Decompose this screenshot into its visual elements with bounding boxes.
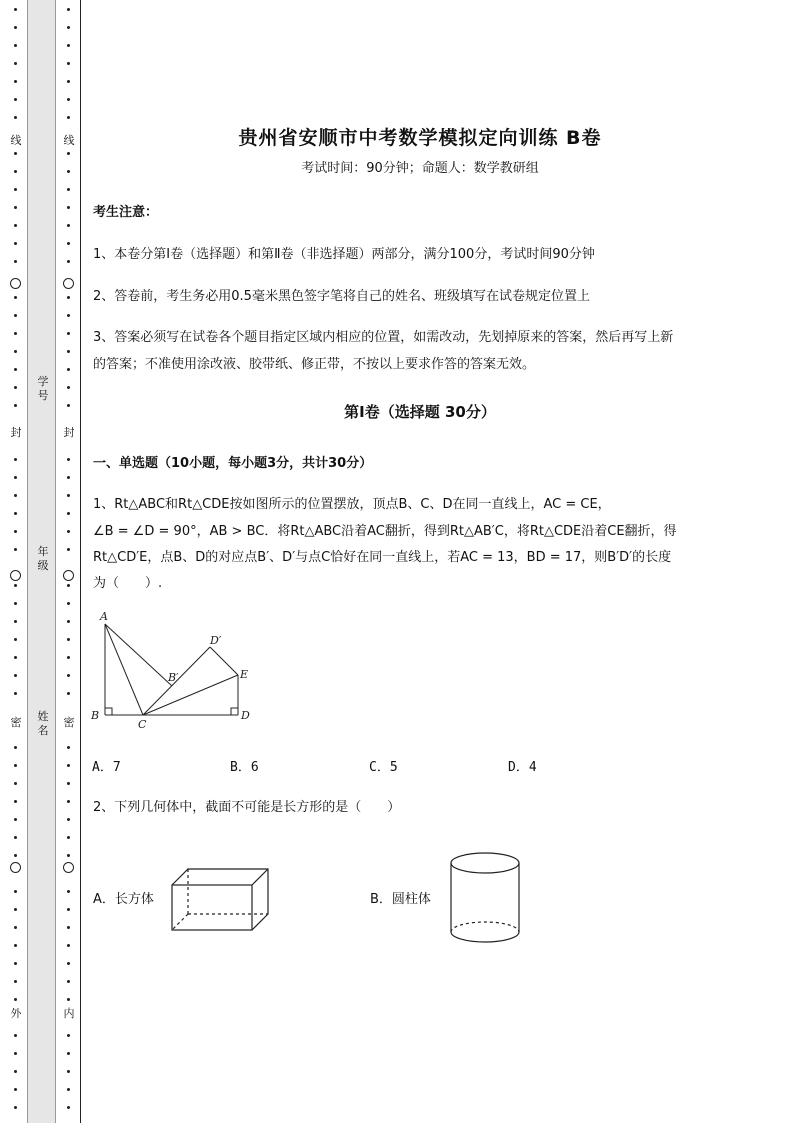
binding-dot — [14, 746, 17, 749]
binding-dot — [14, 116, 17, 119]
binding-dot — [67, 494, 70, 497]
grade-field-label: 年级 — [37, 545, 49, 572]
part-heading: 一、单选题（10小题，每小题3分，共计30分） — [93, 456, 373, 471]
binding-dot — [67, 1088, 70, 1091]
binding-dot — [14, 620, 17, 623]
binding-hole-icon — [63, 862, 74, 873]
binding-dot — [67, 260, 70, 263]
q1-line-4: 为（ ）. — [93, 576, 163, 591]
binding-dot — [14, 314, 17, 317]
binding-dot — [14, 818, 17, 821]
segment-ac — [105, 624, 143, 715]
binding-dot — [14, 1052, 17, 1055]
binding-dot — [14, 386, 17, 389]
binding-dot — [14, 98, 17, 101]
binding-dot — [67, 26, 70, 29]
binding-dot — [67, 1052, 70, 1055]
binding-dot — [14, 296, 17, 299]
binding-dot — [14, 224, 17, 227]
binding-dot — [14, 890, 17, 893]
binding-dot — [67, 152, 70, 155]
right-angle-d-icon — [231, 708, 238, 715]
binding-dot — [14, 494, 17, 497]
binding-dot — [14, 242, 17, 245]
segment-ab-prime — [105, 624, 172, 686]
q1-line-1: 1、Rt△ABC和Rt△CDE按如图所示的位置摆放，顶点B、C、D在同一直线上，AC = CE， — [93, 497, 611, 512]
binding-dot — [67, 242, 70, 245]
label-c: C — [138, 718, 147, 731]
binding-dot — [67, 926, 70, 929]
binding-dot — [14, 80, 17, 83]
binding-dot — [67, 674, 70, 677]
binding-dot — [14, 458, 17, 461]
binding-dot — [14, 260, 17, 263]
student-id-field-label: 学号 — [37, 375, 49, 402]
binding-dot — [14, 656, 17, 659]
segment-ce — [143, 675, 238, 715]
margin-border-line — [80, 0, 81, 1123]
binding-dot — [14, 782, 17, 785]
label-d: D — [241, 709, 250, 722]
binding-dot — [67, 656, 70, 659]
binding-dot — [67, 530, 70, 533]
binding-dot — [14, 674, 17, 677]
binding-dot — [67, 44, 70, 47]
q1-line-2: ∠B = ∠D = 90°，AB > BC．将Rt△ABC沿着AC翻折，得到Rt△AB′C，将Rt△CDE沿着CE翻折，得 — [93, 524, 677, 539]
binding-dot — [67, 170, 70, 173]
binding-dot — [14, 998, 17, 1001]
binding-dot — [67, 602, 70, 605]
binding-dot — [67, 962, 70, 965]
notice-item-3-line-1: 3、答案必须写在试卷各个题目指定区域内相应的位置，如需改动，先划掉原来的答案，然后再写上新 — [93, 330, 674, 345]
inner-char-feng: 封 — [63, 426, 75, 439]
binding-dot — [14, 404, 17, 407]
binding-dot — [67, 62, 70, 65]
binding-dot — [14, 836, 17, 839]
binding-dot — [14, 476, 17, 479]
outer-char-wai: 外 — [10, 1007, 22, 1020]
binding-dot — [67, 746, 70, 749]
binding-dot — [67, 836, 70, 839]
binding-dot — [67, 620, 70, 623]
binding-dot — [67, 692, 70, 695]
binding-dot — [14, 1070, 17, 1073]
notice-item-1: 1、本卷分第Ⅰ卷（选择题）和第Ⅱ卷（非选择题）两部分，满分100分，考试时间90分钟 — [93, 247, 595, 262]
notice-item-2: 2、答卷前，考生务必用0.5毫米黑色签字笔将自己的姓名、班级填写在试卷规定位置上 — [93, 289, 590, 304]
section-title: 第Ⅰ卷（选择题 30分） — [344, 403, 496, 421]
q2-option-b[interactable]: B．圆柱体 — [370, 892, 431, 907]
binding-dot — [14, 638, 17, 641]
binding-dot — [67, 854, 70, 857]
binding-dot — [14, 152, 17, 155]
page-title: 贵州省安顺市中考数学模拟定向训练 B卷 — [238, 127, 602, 149]
binding-dot — [67, 548, 70, 551]
notice-heading: 考生注意： — [93, 205, 159, 220]
q2-stem: 2、下列几何体中，截面不可能是长方形的是（ ） — [93, 800, 401, 815]
binding-dot — [67, 350, 70, 353]
label-d-prime: D′ — [210, 634, 222, 647]
binding-dot — [67, 368, 70, 371]
q1-line-3: Rt△CD′E，点B、D的对应点B′、D′与点C恰好在同一直线上，若AC = 13，BD = 17，则B′D′的长度 — [93, 550, 672, 565]
binding-dot — [14, 548, 17, 551]
binding-dot — [14, 764, 17, 767]
binding-hole-icon — [63, 278, 74, 289]
binding-dot — [14, 170, 17, 173]
binding-dot — [67, 1106, 70, 1109]
binding-dot — [14, 962, 17, 965]
binding-dot — [67, 332, 70, 335]
right-angle-b-icon — [105, 708, 112, 715]
inner-char-nei: 内 — [63, 1007, 75, 1020]
binding-dot — [67, 476, 70, 479]
binding-dot — [14, 602, 17, 605]
binding-dot — [67, 80, 70, 83]
binding-dot — [67, 296, 70, 299]
binding-dot — [67, 800, 70, 803]
binding-dot — [67, 98, 70, 101]
binding-dot — [14, 332, 17, 335]
binding-dot — [14, 584, 17, 587]
label-a: A — [100, 610, 108, 623]
binding-dot — [67, 8, 70, 11]
q1-geometry-figure — [88, 608, 268, 733]
binding-dot — [67, 224, 70, 227]
binding-dot — [67, 998, 70, 1001]
binding-dot — [67, 818, 70, 821]
binding-dot — [14, 908, 17, 911]
binding-dot — [67, 314, 70, 317]
binding-dot — [67, 944, 70, 947]
q2-option-a[interactable]: A．长方体 — [93, 892, 154, 907]
binding-dot — [67, 764, 70, 767]
q1-option-a[interactable]: A．7 — [92, 760, 121, 775]
binding-dot — [14, 926, 17, 929]
binding-dot — [14, 800, 17, 803]
binding-dot — [67, 584, 70, 587]
binding-dot — [67, 404, 70, 407]
outer-char-xian: 线 — [10, 134, 22, 147]
binding-dot — [14, 692, 17, 695]
binding-dot — [67, 512, 70, 515]
binding-dot — [14, 944, 17, 947]
inner-dotted-line — [64, 0, 74, 1123]
binding-dot — [14, 206, 17, 209]
label-b-prime: B′ — [168, 671, 179, 684]
binding-dot — [14, 530, 17, 533]
page-subtitle: 考试时间：90分钟；命题人：数学教研组 — [301, 161, 539, 176]
cylinder-figure — [446, 850, 526, 948]
inner-char-xian: 线 — [63, 134, 75, 147]
label-e: E — [240, 668, 249, 681]
binding-dot — [14, 26, 17, 29]
binding-dot — [14, 1088, 17, 1091]
outer-dotted-line — [11, 0, 21, 1123]
binding-dot — [14, 1034, 17, 1037]
binding-dot — [14, 1106, 17, 1109]
binding-dot — [67, 116, 70, 119]
binding-dot — [67, 386, 70, 389]
binding-dot — [67, 890, 70, 893]
binding-dot — [14, 854, 17, 857]
q1-option-b[interactable]: B．6 — [230, 760, 259, 775]
binding-hole-icon — [10, 570, 21, 581]
binding-dot — [67, 1034, 70, 1037]
binding-dot — [14, 512, 17, 515]
binding-dot — [67, 206, 70, 209]
notice-item-3-line-2: 的答案；不准使用涂改液、胶带纸、修正带，不按以上要求作答的答案无效。 — [93, 357, 536, 372]
binding-dot — [14, 368, 17, 371]
q1-option-d[interactable]: D．4 — [508, 760, 537, 775]
binding-dot — [67, 1070, 70, 1073]
binding-dot — [14, 188, 17, 191]
binding-dot — [67, 980, 70, 983]
binding-margin — [0, 0, 84, 1123]
binding-dot — [14, 44, 17, 47]
name-field-label: 姓名 — [37, 710, 49, 737]
binding-hole-icon — [63, 570, 74, 581]
binding-dot — [67, 458, 70, 461]
binding-dot — [14, 350, 17, 353]
segment-d-prime-e — [210, 647, 238, 675]
binding-dot — [14, 8, 17, 11]
cuboid-figure — [168, 865, 276, 935]
binding-dot — [67, 908, 70, 911]
inner-char-mi: 密 — [63, 716, 75, 729]
binding-dot — [67, 782, 70, 785]
q1-option-c[interactable]: C．5 — [369, 760, 398, 775]
binding-dot — [14, 980, 17, 983]
binding-hole-icon — [10, 862, 21, 873]
outer-char-mi: 密 — [10, 716, 22, 729]
outer-char-feng: 封 — [10, 426, 22, 439]
binding-dot — [67, 638, 70, 641]
label-b: B — [91, 709, 100, 722]
binding-dot — [14, 62, 17, 65]
binding-hole-icon — [10, 278, 21, 289]
binding-dot — [67, 188, 70, 191]
